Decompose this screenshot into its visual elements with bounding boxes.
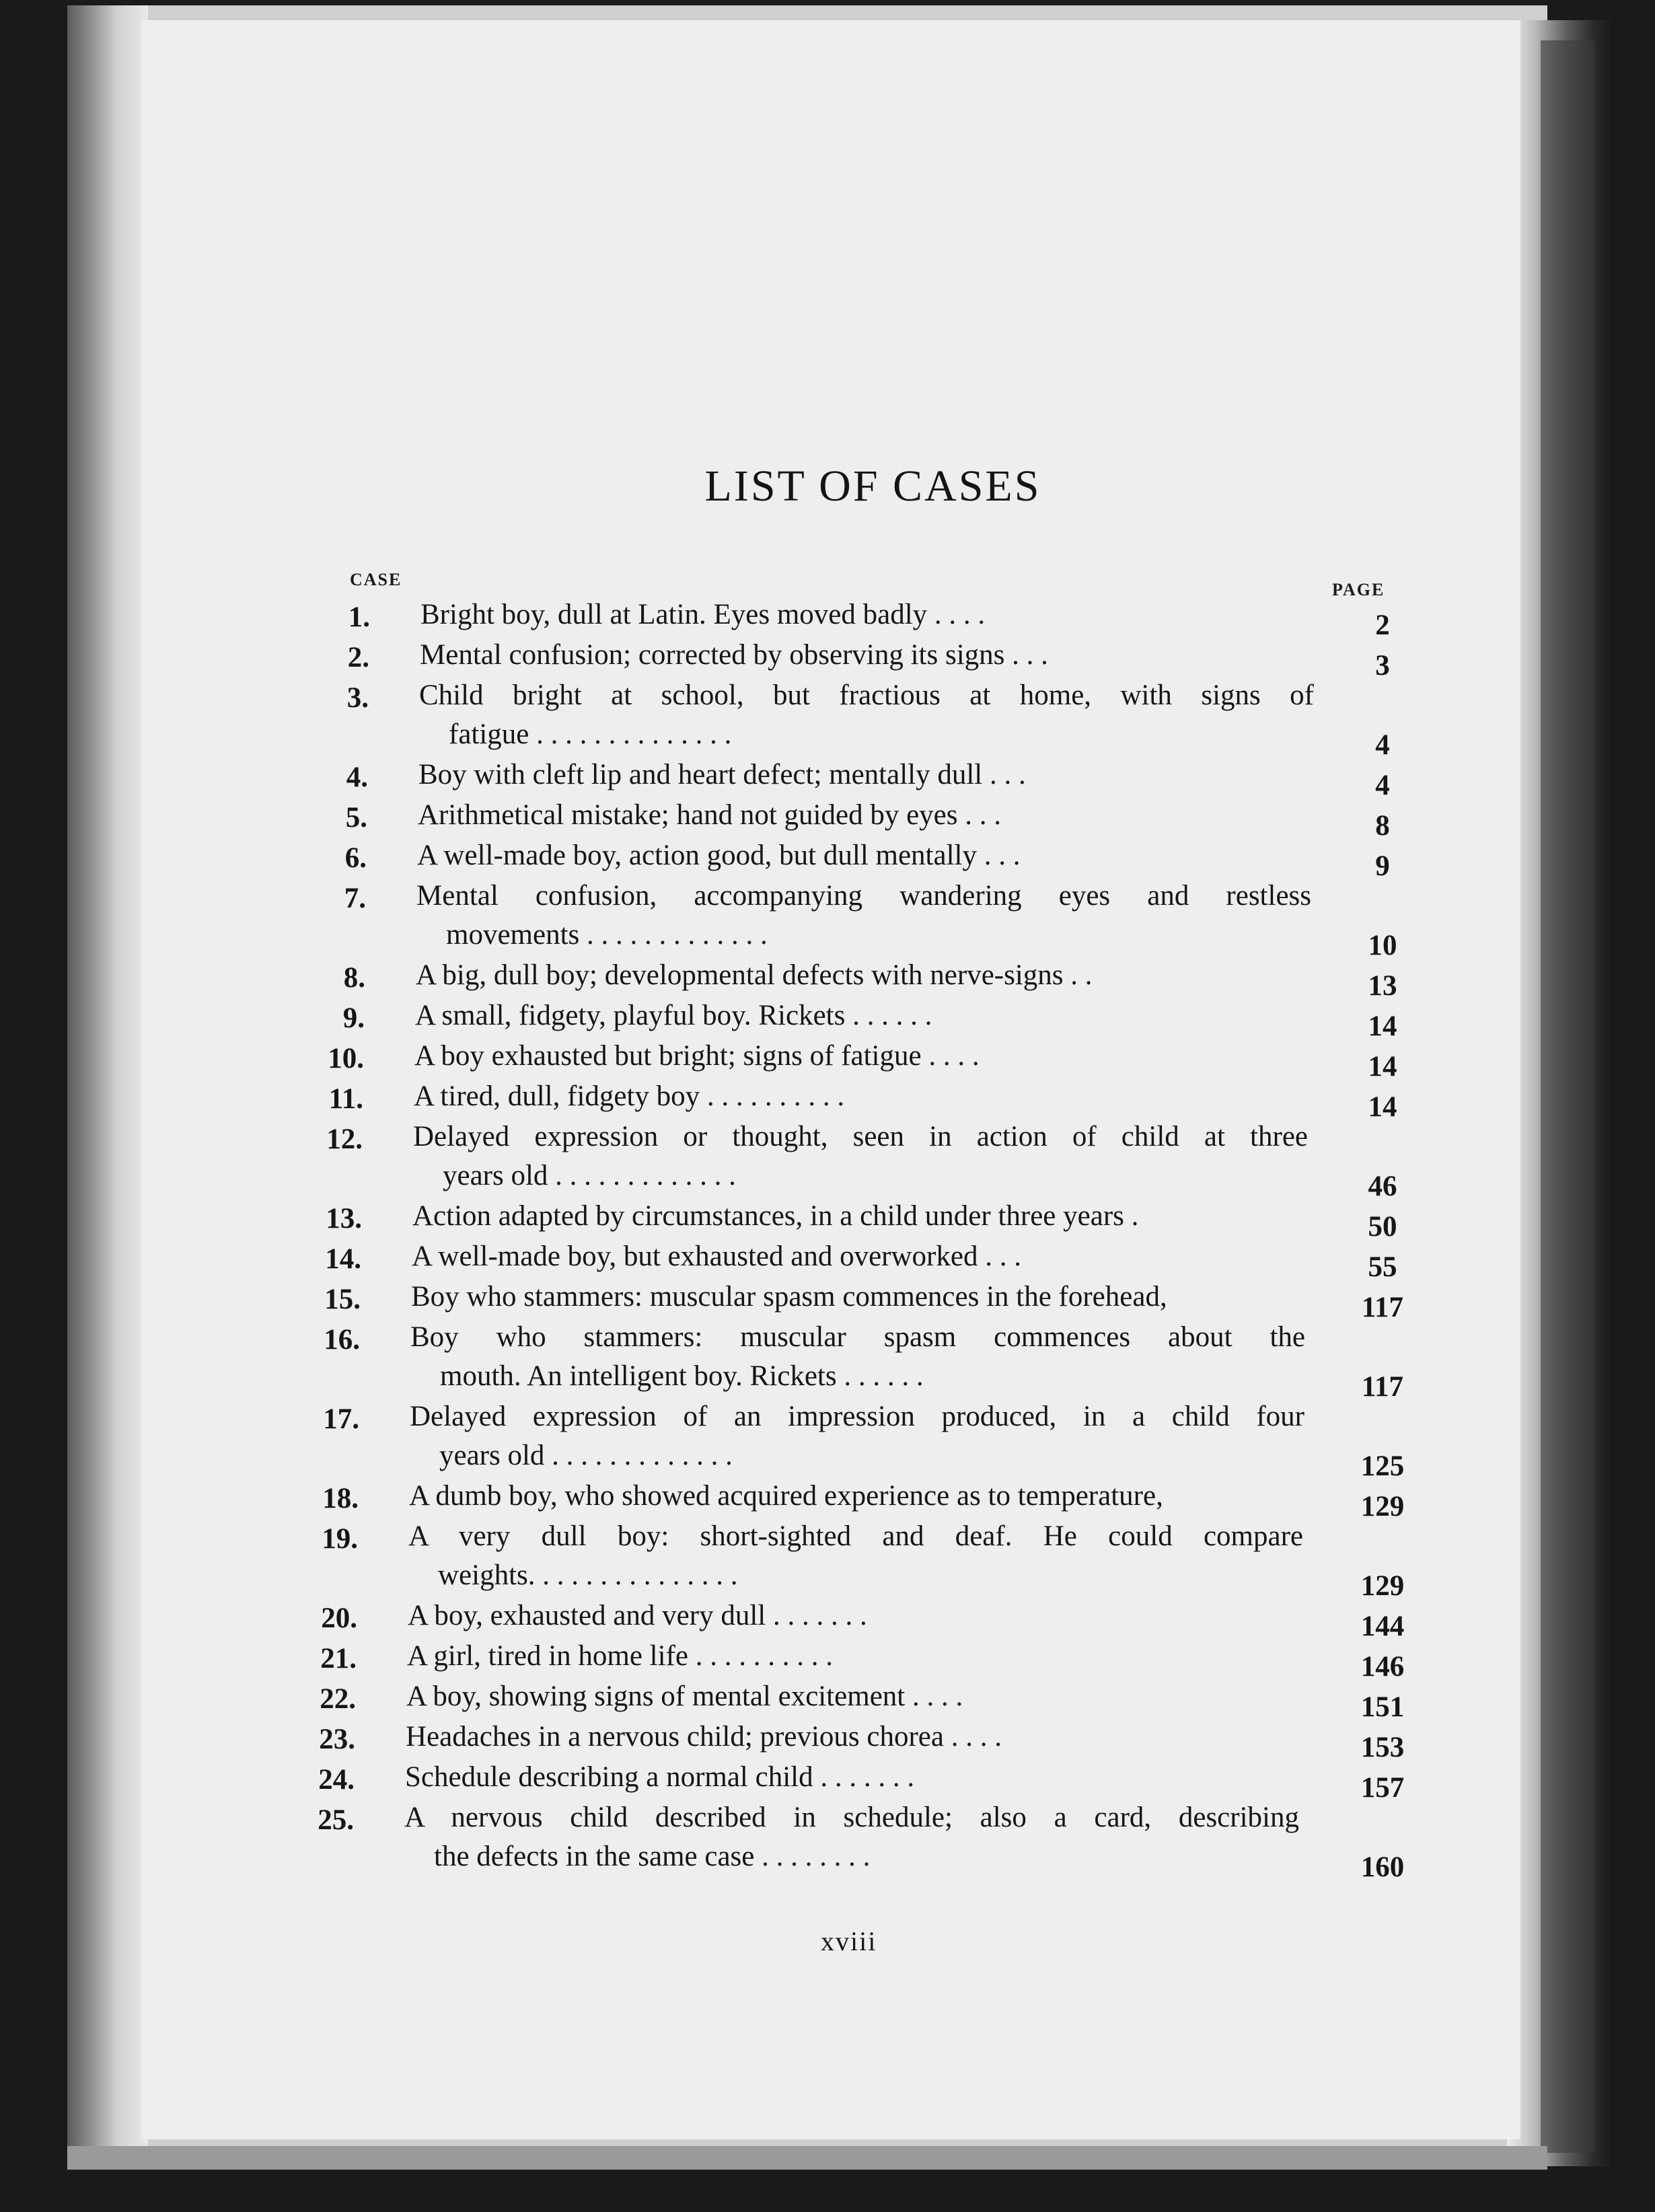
description-line: Mental confusion; corrected by observing its signs . . . (420, 639, 1048, 671)
page-reference: 2 (1375, 610, 1390, 641)
case-description (410, 1318, 1305, 1396)
case-description (418, 755, 1313, 795)
description-line: Delayed expression or thought, seen in action of child at three (413, 1121, 1308, 1152)
page-reference: 14 (1368, 1010, 1397, 1042)
case-description (412, 1237, 1307, 1276)
case-description (406, 1718, 1300, 1757)
case-number: 4. (346, 762, 368, 793)
case-number: 1. (348, 601, 370, 633)
case-description (416, 956, 1311, 995)
page-reference: 55 (1368, 1251, 1397, 1283)
page-reference: 153 (1360, 1732, 1405, 1763)
description-line: Delayed expression of an impression produced, in a child four (410, 1401, 1304, 1432)
case-number: 11. (328, 1083, 363, 1115)
description-line: the defects in the same case . . . . . . . . (434, 1841, 871, 1872)
case-number: 6. (344, 842, 367, 874)
page-reference: 4 (1375, 770, 1390, 801)
description-line: A well-made boy, but exhausted and overworked . . . (412, 1241, 1021, 1272)
description-line: Action adapted by circumstances, in a child under three years . (412, 1200, 1139, 1232)
description-line: A boy exhausted but bright; signs of fatigue . . . . (414, 1040, 980, 1072)
description-line: A big, dull boy; developmental defects with nerve-signs . . (416, 959, 1093, 991)
case-number: 25. (318, 1804, 354, 1836)
description-line: Child bright at school, but fractious at home, with signs of (419, 679, 1314, 711)
page-reference: 14 (1368, 1091, 1397, 1123)
description-line: A small, fidgety, playful boy. Rickets . . . . . . (415, 1000, 932, 1031)
description-line: movements . . . . . . . . . . . . . (446, 919, 768, 951)
page-reference: 129 (1360, 1570, 1405, 1602)
case-number: 2. (347, 642, 369, 673)
case-description (418, 796, 1313, 835)
description-line: fatigue . . . . . . . . . . . . . . (449, 718, 732, 750)
description-line: A tired, dull, fidgety boy . . . . . . . . . . (414, 1080, 845, 1112)
description-line: A boy, showing signs of mental excitement . . . . (406, 1681, 963, 1712)
case-number: 9. (342, 1002, 365, 1034)
page-reference: 117 (1361, 1371, 1404, 1403)
description-line: years old . . . . . . . . . . . . . (439, 1440, 733, 1471)
description-line: weights. . . . . . . . . . . . . . . (438, 1559, 738, 1591)
case-description (410, 1397, 1304, 1475)
description-line: Headaches in a nervous child; previous chorea . . . . (406, 1721, 1002, 1753)
page-reference: 46 (1368, 1171, 1397, 1202)
page-reference: 14 (1368, 1051, 1397, 1082)
description-line: Arithmetical mistake; hand not guided by eyes . . . (418, 799, 1001, 831)
case-number: 16. (324, 1324, 360, 1356)
case-description (409, 1477, 1304, 1516)
case-number: 22. (320, 1683, 356, 1715)
case-description (416, 877, 1311, 955)
case-number: 23. (319, 1724, 355, 1755)
page-reference: 160 (1360, 1851, 1405, 1883)
case-number: 13. (326, 1203, 362, 1234)
description-line: A nervous child described in schedule; also a card, describing (404, 1802, 1299, 1833)
page-reference: 129 (1360, 1491, 1405, 1522)
case-description (417, 836, 1312, 875)
page-reference: 146 (1360, 1651, 1405, 1683)
page-reference: 8 (1375, 810, 1390, 842)
page-reference: 3 (1375, 650, 1390, 681)
page-reference: 157 (1360, 1772, 1405, 1804)
case-description (420, 595, 1315, 634)
description-line: A boy, exhausted and very dull . . . . . . . (408, 1600, 867, 1631)
case-description (405, 1758, 1300, 1797)
description-line: A girl, tired in home life . . . . . . . . . . (407, 1640, 833, 1672)
description-line: A dumb boy, who showed acquired experience as to temperature, (409, 1480, 1163, 1512)
case-number: 7. (344, 883, 366, 914)
case-description (407, 1637, 1302, 1676)
case-number: 12. (326, 1123, 363, 1155)
case-number: 24. (318, 1764, 355, 1796)
case-number: 20. (321, 1602, 357, 1634)
page-reference: 10 (1368, 930, 1397, 961)
description-line: A very dull boy: short-sighted and deaf. He could compare (408, 1520, 1303, 1552)
description-line: Boy with cleft lip and heart defect; mentally dull . . . (418, 759, 1026, 790)
description-line: Boy who stammers: muscular spasm commences in the forehead, (411, 1281, 1167, 1313)
case-description (419, 676, 1314, 754)
page-reference: 50 (1368, 1211, 1397, 1243)
case-number: 3. (346, 682, 369, 714)
case-description (411, 1278, 1306, 1317)
case-description (406, 1677, 1301, 1716)
page-reference: 125 (1360, 1450, 1405, 1482)
case-number: 17. (323, 1403, 359, 1435)
page-column-header: PAGE (1332, 580, 1385, 599)
case-description (414, 1077, 1309, 1116)
case-number: 10. (328, 1043, 364, 1074)
case-description (412, 1197, 1307, 1236)
case-description (414, 1037, 1309, 1076)
page-reference: 13 (1368, 970, 1397, 1002)
case-number: 21. (320, 1643, 357, 1674)
case-description (413, 1117, 1308, 1195)
description-line: Schedule describing a normal child . . . . . . . (405, 1761, 915, 1793)
description-line: Boy who stammers: muscular spasm commences about the (410, 1321, 1305, 1353)
description-line: Mental confusion, accompanying wandering eyes and restless (416, 880, 1311, 912)
case-description (420, 636, 1315, 675)
case-number: 15. (324, 1284, 361, 1315)
description-line: A well-made boy, action good, but dull mentally . . . (417, 840, 1021, 871)
case-number: 14. (325, 1243, 361, 1275)
case-description (404, 1798, 1299, 1876)
page-reference: 9 (1375, 850, 1390, 882)
page-reference: 117 (1361, 1292, 1404, 1323)
page-number: xviii (821, 1926, 877, 1956)
page-title: LIST OF CASES (704, 462, 1041, 511)
case-number: 8. (343, 962, 365, 994)
page-reference: 144 (1360, 1611, 1405, 1642)
case-column-header: CASE (350, 570, 402, 589)
description-line: mouth. An intelligent boy. Rickets . . . . . . (440, 1360, 924, 1392)
case-number: 18. (322, 1483, 359, 1514)
case-description (415, 996, 1310, 1035)
description-line: years old . . . . . . . . . . . . . (443, 1160, 736, 1191)
page-reference: 4 (1375, 729, 1390, 761)
case-number: 19. (322, 1523, 358, 1555)
case-description (408, 1596, 1302, 1635)
case-number: 5. (345, 802, 367, 834)
page-reference: 151 (1360, 1691, 1405, 1723)
case-description (408, 1517, 1303, 1595)
description-line: Bright boy, dull at Latin. Eyes moved badly . . . . (420, 599, 986, 630)
